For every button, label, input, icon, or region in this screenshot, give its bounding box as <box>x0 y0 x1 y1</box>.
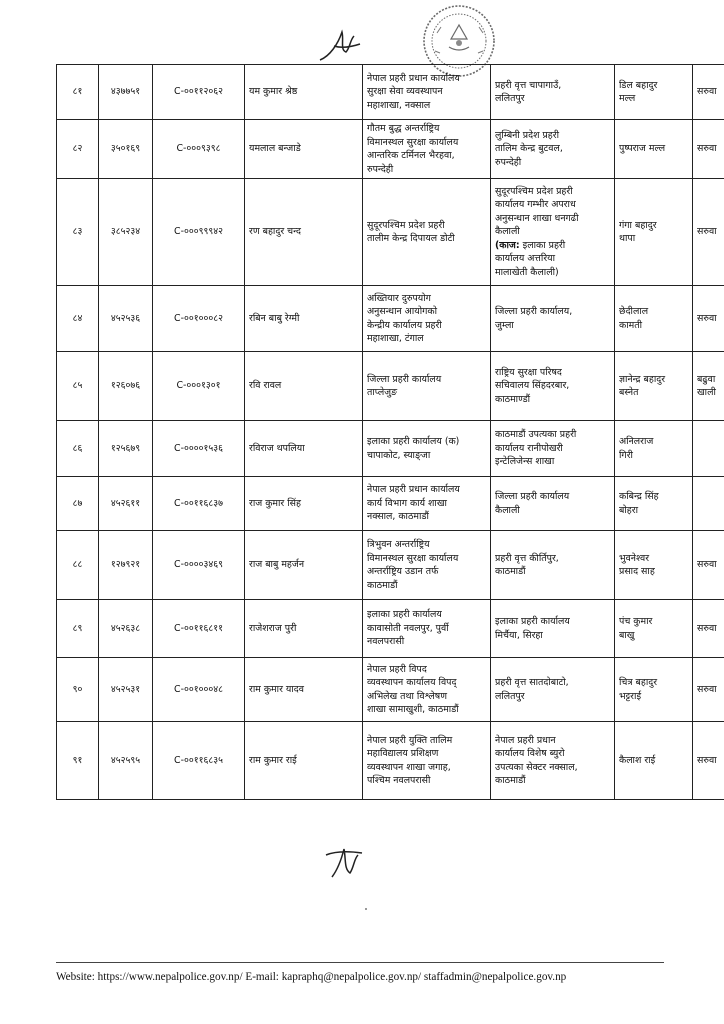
deputation-line <box>495 239 610 253</box>
new-office-cell-line: लुम्बिनी प्रदेश प्रहरी <box>495 129 560 141</box>
code-number-cell: C-०००९३९८ <box>153 120 245 179</box>
current-office-cell-line: जिल्ला प्रहरी कार्यालय <box>367 373 442 385</box>
current-office-cell-line: नवलपरासी <box>367 636 405 648</box>
replacement-name-cell <box>615 722 693 800</box>
current-office-cell-line: रुपन्देही <box>367 163 394 175</box>
employee-id-cell: १२६०७६ <box>99 352 153 421</box>
new-office-cell-line: कैलाली <box>495 226 520 238</box>
current-office-cell-line: नेपाल प्रहरी विपद <box>367 663 427 675</box>
current-office-cell-line: गौतम बुद्ध अन्तर्राष्ट्रिय <box>367 123 440 134</box>
new-office-cell-line: इलाका प्रहरी कार्यालय <box>495 616 570 627</box>
name-cell: राम कुमार यादव <box>245 658 363 722</box>
replacement-name-cell <box>615 477 693 531</box>
bottom-signature-icon <box>322 843 368 883</box>
replacement-name-cell <box>615 658 693 722</box>
employee-id-cell: ४५२५९५ <box>99 722 153 800</box>
replacement-name-cell-line: पुष्पराज मल्ल <box>619 143 666 155</box>
table-row <box>57 120 724 179</box>
replacement-name-cell-line: गिरी <box>619 449 633 461</box>
current-office-cell-line: शाखा सामाखुशी, काठमाडौं <box>367 704 459 715</box>
code-number-cell: C-०००१३०१ <box>153 352 245 421</box>
code-number-cell: C-००००३४६९ <box>153 531 245 600</box>
current-office-cell <box>363 120 491 179</box>
employee-id-cell: १२७९२१ <box>99 531 153 600</box>
table-row <box>57 65 724 120</box>
serial-number-cell: ८७ <box>57 477 99 531</box>
new-office-cell <box>491 722 615 800</box>
new-office-cell-line: उपत्यका सेक्टर नक्साल, <box>495 761 578 773</box>
status-cell: सरुवा <box>693 179 724 286</box>
current-office-cell-line: आन्तरिक टर्मिनल भैरहवा, <box>367 150 455 161</box>
status-cell <box>693 421 724 477</box>
new-office-cell-line: रुपन्देही <box>495 156 522 168</box>
replacement-name-cell-line: पंच कुमार <box>619 616 653 627</box>
name-cell: यम कुमार श्रेष्ठ <box>245 65 363 120</box>
current-office-cell <box>363 477 491 531</box>
status-cell: सरुवा <box>693 286 724 352</box>
new-office-cell <box>491 179 615 286</box>
new-office-cell-line: जिल्ला प्रहरी कार्यालय, <box>495 306 573 317</box>
name-cell: रण बहादुर चन्द <box>245 179 363 286</box>
name-cell: रवि रावल <box>245 352 363 421</box>
current-office-cell-line: इलाका प्रहरी कार्यालय <box>367 609 442 621</box>
replacement-name-cell-line: गंगा बहादुर <box>619 219 657 231</box>
new-office-cell-line: काठमाडौं <box>495 566 526 577</box>
employee-id-cell: ४३७७५१ <box>99 65 153 120</box>
new-office-cell-line: मिर्चैया, सिरहा <box>495 629 543 641</box>
current-office-cell <box>363 531 491 600</box>
current-office-cell <box>363 352 491 421</box>
new-office-cell-line: जुम्ला <box>495 319 514 331</box>
code-number-cell: C-००१०००८२ <box>153 286 245 352</box>
status-cell: सरुवा <box>693 120 724 179</box>
new-office-cell <box>491 352 615 421</box>
current-office-cell-line: नेपाल प्रहरी प्रधान कार्यालय <box>367 484 460 496</box>
replacement-name-cell-line: डिल बहादुर <box>619 79 658 91</box>
new-office-cell-line: काठमाडौं <box>495 775 526 786</box>
current-office-cell-line: सुदूरपश्चिम प्रदेश प्रहरी <box>367 219 445 231</box>
replacement-name-cell-line: मल्ल <box>619 93 636 104</box>
current-office-cell-line: इलाका प्रहरी कार्यालय (क) <box>367 436 460 447</box>
replacement-name-cell-line: भुवनेश्वर <box>619 552 650 564</box>
employee-id-cell: ४५२५३६ <box>99 286 153 352</box>
new-office-cell-line: जिल्ला प्रहरी कार्यालय <box>495 491 570 502</box>
employee-id-cell: ३५०१६९ <box>99 120 153 179</box>
status-cell: सरुवा <box>693 658 724 722</box>
current-office-cell-line: तालीम केन्द्र दिपायल डोटी <box>367 233 455 244</box>
name-cell: राज कुमार सिंह <box>245 477 363 531</box>
current-office-cell-line: ताप्लेजुङ <box>367 387 398 398</box>
footer-contact: Website: https://www.nepalpolice.gov.np/ E-mail: kapraphq@nepalpolice.gov.np/ staffadmin@nepalpolice.gov.np <box>56 971 567 983</box>
deputation-line: मालाखेती कैलाली) <box>495 266 559 278</box>
current-office-cell-line: अख्तियार दुरुपयोग <box>367 292 431 304</box>
new-office-cell-line: राष्ट्रिय सुरक्षा परिषद <box>495 366 562 378</box>
new-office-cell-line: कार्यालय विशेष ब्युरो <box>495 748 565 759</box>
new-office-cell-line: ललितपुर <box>495 690 525 702</box>
new-office-cell-line: प्रहरी वृत्त चापागाउँ, <box>495 79 562 91</box>
new-office-cell-line: कैलाली <box>495 504 520 516</box>
deputation-office: इलाका प्रहरी <box>522 239 566 251</box>
serial-number-cell: ८६ <box>57 421 99 477</box>
table-row <box>57 179 724 286</box>
new-office-cell-line: काठमाडौं उपत्यका प्रहरी <box>495 429 577 441</box>
new-office-cell-line: अनुसन्धान शाखा धनगढी <box>495 212 579 224</box>
current-office-cell-line: केन्द्रीय कार्यालय प्रहरी <box>367 319 442 331</box>
replacement-name-cell <box>615 421 693 477</box>
current-office-cell-line: महाशाखा, टंगाल <box>367 333 424 344</box>
employee-id-cell: ४५२६११ <box>99 477 153 531</box>
name-cell: राम कुमार राई <box>245 722 363 800</box>
replacement-name-cell <box>615 352 693 421</box>
new-office-cell <box>491 286 615 352</box>
replacement-name-cell-line: भट्टराई <box>619 690 642 702</box>
replacement-name-cell-line: ज्ञानेन्द्र बहादुर <box>619 373 666 385</box>
table-row <box>57 722 724 800</box>
serial-number-cell: ८४ <box>57 286 99 352</box>
table-row <box>57 421 724 477</box>
current-office-cell-line: अन्तर्राष्ट्रिय उडान तर्फ <box>367 566 439 577</box>
replacement-name-cell-line: कामती <box>619 319 643 331</box>
status-cell: बढुवा खाली <box>693 352 724 421</box>
new-office-cell <box>491 421 615 477</box>
transfer-table <box>56 64 724 800</box>
current-office-cell-line: अनुसन्धान आयोगको <box>367 306 438 317</box>
new-office-cell-line: कार्यालय गम्भीर अपराध <box>495 199 576 211</box>
employee-id-cell: ४५२५३१ <box>99 658 153 722</box>
table-row <box>57 352 724 421</box>
serial-number-cell: ८१ <box>57 65 99 120</box>
replacement-name-cell-line: अनिलराज <box>619 436 654 447</box>
new-office-cell <box>491 600 615 658</box>
code-number-cell: C-००११२०६२ <box>153 65 245 120</box>
current-office-cell-line: कार्य विभाग कार्य शाखा <box>367 497 447 509</box>
new-office-cell <box>491 477 615 531</box>
status-cell: सरुवा <box>693 600 724 658</box>
current-office-cell-line: नक्साल, काठमाडौं <box>367 511 429 523</box>
replacement-name-cell <box>615 65 693 120</box>
current-office-cell <box>363 421 491 477</box>
current-office-cell-line: व्यवस्थापन शाखा जगाह, <box>367 761 451 773</box>
new-office-cell <box>491 531 615 600</box>
new-office-cell-line: प्रहरी वृत्त कीर्तिपुर, <box>495 552 559 564</box>
current-office-cell-line: काठमाडौं <box>367 579 398 591</box>
code-number-cell: C-००००१५३६ <box>153 421 245 477</box>
new-office-cell-line: सुदूरपश्चिम प्रदेश प्रहरी <box>495 185 573 197</box>
serial-number-cell: ८८ <box>57 531 99 600</box>
current-office-cell-line: महाशाखा, नक्साल <box>367 99 431 111</box>
current-office-cell-line: नेपाल प्रहरी प्रधान कार्यालय <box>367 72 460 84</box>
new-office-cell-line: नेपाल प्रहरी प्रधान <box>495 734 556 746</box>
table-row <box>57 477 724 531</box>
current-office-cell <box>363 179 491 286</box>
scan-speck <box>365 908 367 910</box>
code-number-cell: C-००१०००४८ <box>153 658 245 722</box>
replacement-name-cell-line: प्रसाद साह <box>619 566 655 577</box>
serial-number-cell: ८२ <box>57 120 99 179</box>
replacement-name-cell-line: बाखु <box>619 629 635 641</box>
new-office-cell-line: कार्यालय रानीपोखरी <box>495 442 563 454</box>
serial-number-cell: ९१ <box>57 722 99 800</box>
current-office-cell <box>363 722 491 800</box>
current-office-cell <box>363 600 491 658</box>
table-row <box>57 531 724 600</box>
current-office-cell-line: चापाकोट, स्याङ्जा <box>367 449 431 461</box>
new-office-cell-line: ललितपुर <box>495 93 525 104</box>
code-number-cell: C-००११६८३५ <box>153 722 245 800</box>
replacement-name-cell-line: थापा <box>619 233 636 244</box>
code-number-cell: C-००११६८३७ <box>153 477 245 531</box>
serial-number-cell: ८३ <box>57 179 99 286</box>
serial-number-cell: ८५ <box>57 352 99 421</box>
current-office-cell-line: महाविद्यालय प्रशिक्षण <box>367 748 439 759</box>
replacement-name-cell-line: बोहरा <box>619 504 639 516</box>
serial-number-cell: ९० <box>57 658 99 722</box>
current-office-cell-line: अभिलेख तथा विश्लेषण <box>367 690 447 702</box>
new-office-cell-line: सचिवालय सिंहदरबार, <box>495 380 570 392</box>
current-office-cell <box>363 658 491 722</box>
deputation-line: कार्यालय अत्तरिया <box>495 253 556 265</box>
current-office-cell-line: नेपाल प्रहरी युक्ति तालिम <box>367 734 453 746</box>
status-cell: सरुवा <box>693 65 724 120</box>
new-office-cell-line: प्रहरी वृत्त सातदोबाटो, <box>495 677 569 688</box>
employee-id-cell: ४५२६३८ <box>99 600 153 658</box>
current-office-cell-line: विमानस्थल सुरक्षा कार्यालय <box>367 552 459 564</box>
name-cell: राज बाबु महर्जन <box>245 531 363 600</box>
replacement-name-cell-line: बस्नेत <box>619 387 639 398</box>
name-cell: यमलाल बन्जाडे <box>245 120 363 179</box>
table-row <box>57 658 724 722</box>
new-office-cell-line: इन्टेलिजेन्स शाखा <box>495 456 555 468</box>
employee-id-cell: १२५६७९ <box>99 421 153 477</box>
name-cell: रविराज थपलिया <box>245 421 363 477</box>
current-office-cell-line: पश्चिम नवलपरासी <box>367 775 431 786</box>
replacement-name-cell <box>615 531 693 600</box>
name-cell: रबिन बाबु रेग्मी <box>245 286 363 352</box>
name-cell: राजेशराज पुरी <box>245 600 363 658</box>
current-office-cell-line: त्रिभुवन अन्तर्राष्ट्रिय <box>367 539 430 550</box>
footer-divider <box>56 962 664 963</box>
status-cell: सरुवा <box>693 531 724 600</box>
current-office-cell <box>363 65 491 120</box>
replacement-name-cell <box>615 120 693 179</box>
replacement-name-cell-line: छेदीलाल <box>619 306 649 317</box>
table-row <box>57 286 724 352</box>
new-office-cell <box>491 120 615 179</box>
table-row <box>57 600 724 658</box>
replacement-name-cell <box>615 179 693 286</box>
current-office-cell-line: सुरक्षा सेवा व्यवस्थापन <box>367 86 443 98</box>
replacement-name-cell-line: कबिन्द्र सिंह <box>619 491 659 502</box>
current-office-cell-line: व्यवस्थापन कार्यालय विपद् <box>367 677 457 688</box>
new-office-cell <box>491 65 615 120</box>
deputation-label: (काज: <box>495 239 520 251</box>
status-cell: सरुवा <box>693 722 724 800</box>
replacement-name-cell <box>615 600 693 658</box>
current-office-cell <box>363 286 491 352</box>
replacement-name-cell <box>615 286 693 352</box>
employee-id-cell: ३८५२३४ <box>99 179 153 286</box>
current-office-cell-line: विमानस्थल सुरक्षा कार्यालय <box>367 136 459 148</box>
status-cell <box>693 477 724 531</box>
replacement-name-cell-line: कैलाश राई <box>619 754 656 766</box>
new-office-cell-line: काठमाण्डौं <box>495 393 531 405</box>
new-office-cell <box>491 658 615 722</box>
current-office-cell-line: कावासोती नवलपुर, पुर्वी <box>367 622 449 634</box>
new-office-cell-line: तालिम केन्द्र बुटवल, <box>495 143 563 155</box>
top-signature-icon <box>316 26 366 66</box>
code-number-cell: C-००११६८११ <box>153 600 245 658</box>
code-number-cell: C-०००९९९४२ <box>153 179 245 286</box>
serial-number-cell: ८९ <box>57 600 99 658</box>
replacement-name-cell-line: चित्र बहादुर <box>619 677 658 688</box>
